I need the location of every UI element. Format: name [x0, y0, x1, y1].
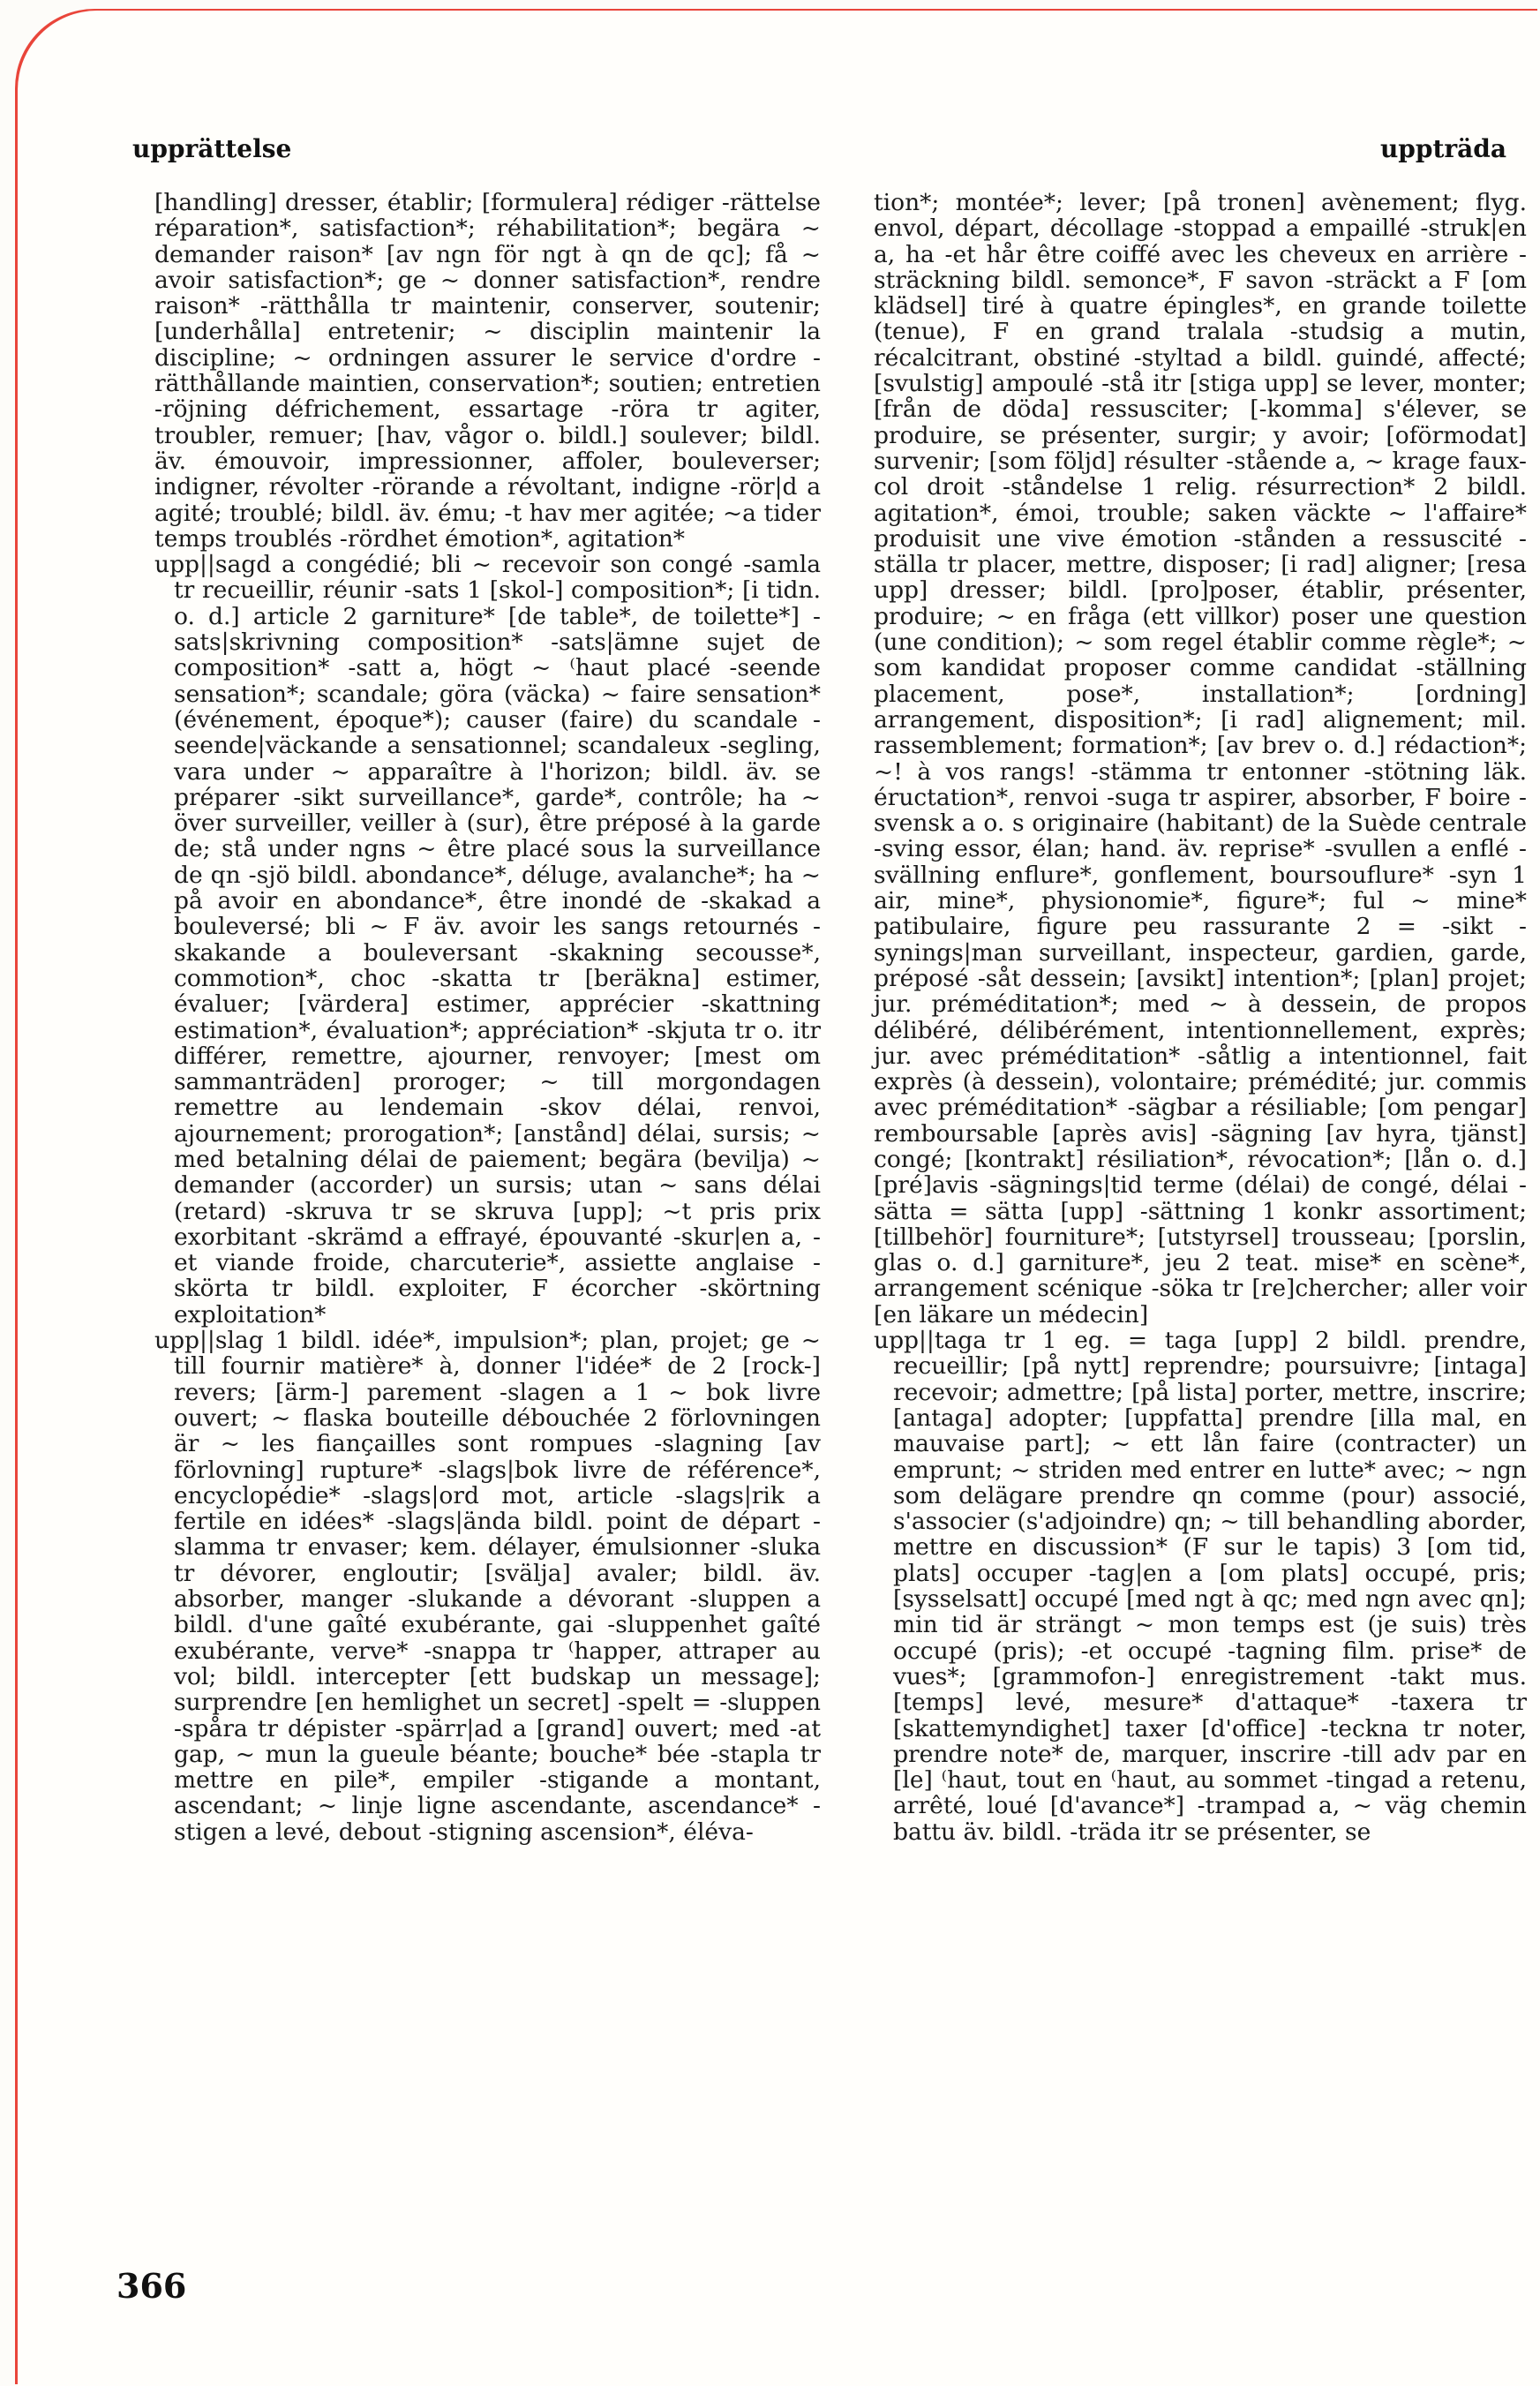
- left-guide-word: upprättelse: [132, 134, 292, 163]
- entry-paragraph: upp||taga tr 1 eg. = taga [upp] 2 bildl. prendre, recueillir; [på nytt] reprendre; poursuivre; [intaga] recevoir; admettre; [på lista] porter, mettre, inscrire; [antaga] adopter; [uppfatta] prendre [illa mal, en mauvaise part]; ~ ett lån faire (contracter) un emprunt; ~ striden med entrer en lutte* avec; ~ ngn som delägare prendre qn comme (pour) associé, s'associer (s'adjoindre) qn; ~ till behandling aborder, mettre en discussion* (F sur le tapis) 3 [om tid, plats] occuper -tag|en a [om plats] occupé, pris; [sysselsatt] occupé [med ngt à qc; med ngn avec qn]; min tid är strängt ~ mon temps est (je suis) très occupé (pris); -et occupé -tagning film. prise* de vues*; [grammofon-] enregistrement -takt mus. [temps] levé, mesure* d'attaque* -taxera tr [skattemyndighet] taxer [d'office] -teckna tr noter, prendre note* de, marquer, inscrire -till adv par en [le] ⁽haut, tout en ⁽haut, au sommet -tingad a retenu, arrêté, loué [d'avance*] -trampad a, ~ väg chemin battu äv. bildl. -träda itr se présenter, se: [874, 1327, 1527, 1846]
- entry-paragraph: tion*; montée*; lever; [på tronen] avènement; flyg. envol, départ, décollage -stoppad a empaillé -struk|en a, ha -et hår être coiffé avec les cheveux en arrière -sträckning bildl. semonce*, F savon -sträckt a F [om klädsel] tiré à quatre épingles*, en grande toilette (tenue), F en grand tralala -studsig a mutin, récalcitrant, obstiné -styltad a bildl. guindé, affecté; [svulstig] ampoulé -stå itr [stiga upp] se lever, monter; [från de döda] ressusciter; [-komma] s'élever, se produire, se présenter, surgir; y avoir; [oförmodat] survenir; [som följd] résulter -stående a, ~ krage faux-col droit -ståndelse 1 relig. résurrection* 2 bildl. agitation*, émoi, trouble; saken väckte ~ l'affaire* produisit une vive émotion -stånden a ressuscité -ställa tr placer, mettre, disposer; [i rad] aligner; [resa upp] dresser; bildl. [pro]poser, établir, présenter, produire; ~ en fråga (ett villkor) poser une question (une condition); ~ som regel établir comme règle*; ~ som kandidat proposer comme candidat -ställning placement, pose*, installation*; [ordning] arrangement, disposition*; [i rad] alignement; mil. rassemblement; formation*; [av brev o. d.] rédaction*; ~! à vos rangs! -stämma tr entonner -stötning läk. éructation*, renvoi -suga tr aspirer, absorber, F boire -svensk a o. s originaire (habitant) de la Suède centrale -sving essor, élan; hand. äv. reprise* -svullen a enflé -svällning enflure*, gonflement, boursouflure* -syn 1 air, mine*, physionomie*, figure*; ful ~ mine* patibulaire, figure peu rassurante 2 = -sikt -synings|man surveillant, inspecteur, gardien, garde, préposé -såt dessein; [avsikt] intention*; [plan] projet; jur. préméditation*; med ~ à dessein, de propos délibéré, délibérément, intentionnellement, exprès; jur. avec préméditation* -såtlig a intentionnel, fait exprès (à dessein), volontaire; prémédité; jur. commis avec préméditation* -sägbar a résiliable; [om pengar] remboursable [après avis] -sägning [av hyra, tjänst] congé; [kontrakt] résiliation*, révocation*; [lån o. d.] [pré]avis -sägnings|tid terme (délai) de congé, délai -sätta = sätta [upp] -sättning 1 konkr assortiment; [tillbehör] fourniture*; [utstyrsel] trousseau; [porslin, glas o. d.] garniture*, jeu 2 teat. mise* en scène*, arrangement scénique -söka tr [re]chercher; aller voir [en läkare un médecin]: [874, 189, 1527, 1328]
- right-column: [874, 190, 1527, 1845]
- left-column: [154, 190, 821, 1845]
- page-sheet: [18, 11, 1540, 2386]
- entry-paragraph: upp||slag 1 bildl. idée*, impulsion*; plan, projet; ge ~ till fournir matière* à, donner l'idée* de 2 [rock-] revers; [ärm-] parement -slagen a 1 ~ bok livre ouvert; ~ flaska bouteille débouchée 2 förlovningen är ~ les fiançailles sont rompues -slagning [av förlovning] rupture* -slags|bok livre de référence*, encyclopédie* -slags|ord mot, article -slags|rik a fertile en idées* -slags|ända bildl. point de départ -slamma tr envaser; kem. délayer, émulsionner -sluka tr dévorer, engloutir; [svälja] avaler; bildl. äv. absorber, manger -slukande a dévorant -sluppen a bildl. d'une gaîté exubérante, gai -sluppenhet gaîté exubérante, verve* -snappa tr ⁽happer, attraper au vol; bildl. intercepter [ett budskap un message]; surprendre [en hemlighet un secret] -spelt = -sluppen -spåra tr dépister -spärr|ad a [grand] ouvert; med -at gap, ~ mun la gueule béante; bouche* bée -stapla tr mettre en pile*, empiler -stigande a montant, ascendant; ~ linje ligne ascendante, ascendance* -stigen a levé, debout -stigning ascension*, éléva-: [154, 1327, 821, 1846]
- entry-paragraph: [handling] dresser, établir; [formulera] rédiger -rättelse réparation*, satisfaction*; réhabilitation*; begära ~ demander raison* [av ngn för ngt à qn de qc]; få ~ avoir satisfaction*; ge ~ donner satisfaction*, rendre raison* -rätthålla tr maintenir, conserver, soutenir; [underhålla] entretenir; ~ disciplin maintenir la discipline; ~ ordningen assurer le service d'ordre -rätthållande maintien, conservation*; soutien; entretien -röjning défrichement, essartage -röra tr agiter, troubler, remuer; [hav, vågor o. bildl.] soulever; bildl. äv. émouvoir, impressionner, affoler, bouleverser; indigner, révolter -rörande a révoltant, indigne -rör|d a agité; troublé; bildl. äv. ému; -t hav mer agitée; ~a tider temps troublés -rördhet émotion*, agitation*: [154, 189, 821, 553]
- right-guide-word: uppträda: [1379, 134, 1506, 163]
- entry-paragraph: upp||sagd a congédié; bli ~ recevoir son congé -samla tr recueillir, réunir -sats 1 [skol-] composition*; [i tidn. o. d.] article 2 garniture* [de table*, de toilette*] -sats|skrivning composition* -sats|ämne sujet de composition* -satt a, högt ~ ⁽haut placé -seende sensation*; scandale; göra (väcka) ~ faire sensation* (événement, époque*); causer (faire) du scandale -seende|väckande a sensationnel; scandaleux -segling, vara under ~ apparaître à l'horizon; bildl. äv. se préparer -sikt surveillance*, garde*, contrôle; ha ~ över surveiller, veiller à (sur), être préposé à la garde de; stå under ngns ~ être placé sous la surveillance de qn -sjö bildl. abondance*, déluge, avalanche*; ha ~ på avoir en abondance*, être inondé de -skakad a bouleversé; bli ~ F äv. avoir les sangs retournés -skakande a bouleversant -skakning secousse*, commotion*, choc -skatta tr [beräkna] estimer, évaluer; [värdera] estimer, apprécier -skattning estimation*, évaluation*; appréciation* -skjuta tr o. itr différer, remettre, ajourner, renvoyer; [mest om sammanträden] proroger; ~ till morgondagen remettre au lendemain -skov délai, renvoi, ajournement; prorogation*; [anstånd] délai, sursis; ~ med betalning délai de paiement; begära (bevilja) ~ demander (accorder) un sursis; utan ~ sans délai (retard) -skruva tr se skruva [upp]; ~t pris prix exorbitant -skrämd a effrayé, épouvanté -skur|en a, -et viande froide, charcuterie*, assiette anglaise -skörta tr bildl. exploiter, F écorcher -skörtning exploitation*: [154, 551, 821, 1328]
- page-number: 366: [116, 2266, 187, 2306]
